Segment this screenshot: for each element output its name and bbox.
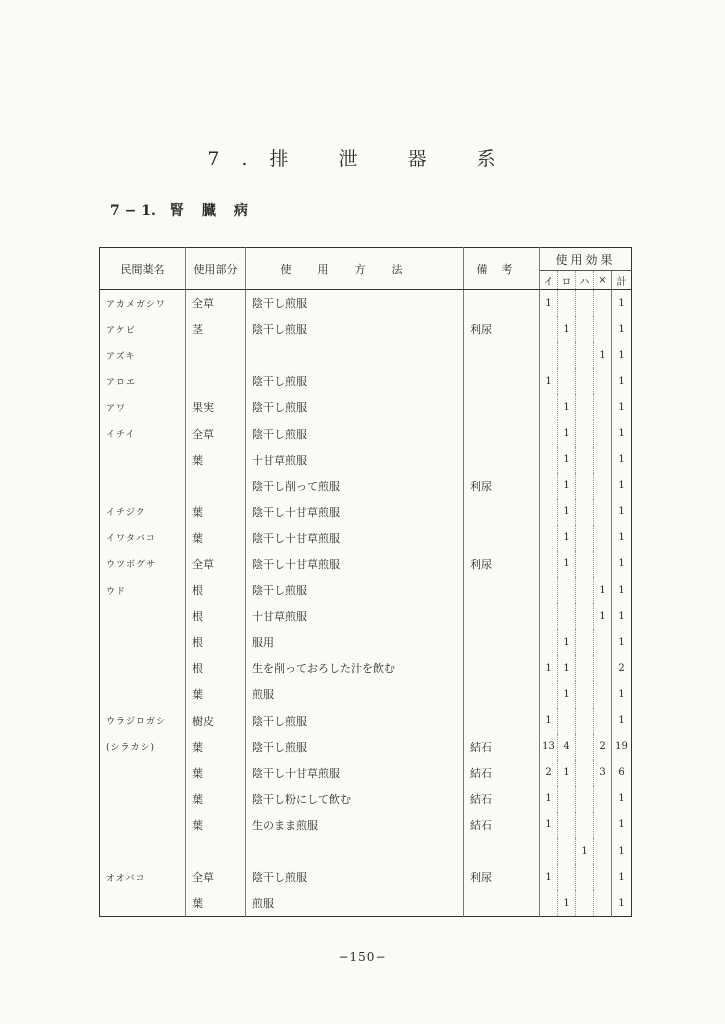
method-cell: 陰干し煎服: [246, 316, 464, 342]
effect-ro-cell: 1: [558, 760, 576, 786]
table-row: [100, 368, 632, 394]
note-cell: [464, 838, 540, 864]
part-cell: 根: [186, 655, 246, 681]
note-cell: [464, 342, 540, 368]
method-cell: 十甘草煎服: [246, 447, 464, 473]
table-row: [100, 838, 632, 864]
page-number: −150−: [338, 950, 387, 964]
part-cell: 全草: [186, 864, 246, 890]
effect-total-cell: 1: [618, 480, 625, 492]
method-cell: 煎服: [246, 890, 464, 917]
effect-ha-cell: [576, 342, 594, 368]
effect-ha-cell: [576, 734, 594, 760]
table-row: [100, 603, 632, 629]
table-row: [100, 655, 632, 681]
name-cell: [100, 603, 186, 629]
method-cell: 陰干し十甘草煎服: [246, 499, 464, 525]
effect-ha-cell: [576, 681, 594, 707]
name-cell: イワタバコ: [100, 525, 186, 551]
effect-total-cell: 1: [618, 506, 625, 518]
note-cell: [464, 420, 540, 446]
effect-total-cell: 1: [618, 715, 625, 727]
effect-x-cell: 1: [594, 342, 612, 368]
name-cell: イチイ: [100, 420, 186, 446]
note-cell: [464, 655, 540, 681]
effect-i-cell: [540, 447, 558, 473]
effect-ha-cell: [576, 290, 594, 317]
header-part: 使用部分: [186, 248, 246, 290]
method-cell: 陰干し煎服: [246, 734, 464, 760]
table-row: [100, 499, 632, 525]
effect-x-cell: [594, 890, 612, 917]
effect-x-cell: [594, 786, 612, 812]
name-cell: [100, 629, 186, 655]
chapter-number: 7.: [207, 148, 270, 170]
name-cell: イチジク: [100, 499, 186, 525]
note-cell: [464, 603, 540, 629]
effect-ha-cell: [576, 394, 594, 420]
effect-ha-cell: [576, 786, 594, 812]
note-cell: [464, 499, 540, 525]
note-cell: 利尿: [464, 551, 540, 577]
note-cell: 結石: [464, 734, 540, 760]
name-cell: [100, 655, 186, 681]
effect-ha-cell: [576, 551, 594, 577]
effect-x-cell: [594, 681, 612, 707]
effect-ha-cell: [576, 603, 594, 629]
method-cell: 陰干し煎服: [246, 420, 464, 446]
name-cell: [100, 812, 186, 838]
method-cell: 生を削っておろした汁を飲む: [246, 655, 464, 681]
effect-ro-cell: 1: [558, 499, 576, 525]
note-cell: 利尿: [464, 864, 540, 890]
effect-total-cell: 1: [618, 558, 625, 570]
note-cell: [464, 368, 540, 394]
note-cell: [464, 290, 540, 317]
table-row: [100, 447, 632, 473]
note-cell: [464, 708, 540, 734]
name-cell: アカメガシワ: [100, 290, 186, 317]
effect-ro-cell: [558, 864, 576, 890]
effect-ro-cell: [558, 368, 576, 394]
note-cell: 利尿: [464, 473, 540, 499]
effect-i-cell: 1: [540, 708, 558, 734]
table-row: [100, 760, 632, 786]
part-cell: 葉: [186, 499, 246, 525]
effect-i-cell: 1: [540, 812, 558, 838]
name-cell: [100, 447, 186, 473]
effect-i-cell: [540, 499, 558, 525]
effect-ro-cell: 1: [558, 420, 576, 446]
section-name: 腎臓病: [169, 203, 266, 219]
effect-total-cell: 1: [618, 819, 625, 831]
table-row: [100, 316, 632, 342]
effect-ha-cell: [576, 655, 594, 681]
header-effect-x: ×: [594, 271, 612, 290]
effect-i-cell: [540, 420, 558, 446]
effect-total-cell: 1: [618, 610, 625, 622]
part-cell: 根: [186, 577, 246, 603]
effect-total-cell: 1: [618, 375, 625, 387]
section-number: 7 − 1.: [110, 203, 156, 219]
name-cell: オオバコ: [100, 864, 186, 890]
name-cell: アロエ: [100, 368, 186, 394]
effect-ro-cell: 4: [558, 734, 576, 760]
effect-x-cell: [594, 316, 612, 342]
effect-i-cell: 1: [540, 786, 558, 812]
effect-x-cell: 2: [594, 734, 612, 760]
effect-i-cell: [540, 316, 558, 342]
effect-total-cell: 1: [618, 584, 625, 596]
part-cell: 茎: [186, 316, 246, 342]
part-cell: 葉: [186, 681, 246, 707]
effect-x-cell: [594, 551, 612, 577]
effect-ha-cell: [576, 316, 594, 342]
effect-ro-cell: [558, 708, 576, 734]
effect-total-cell: 1: [618, 793, 625, 805]
effect-x-cell: [594, 368, 612, 394]
name-cell: [100, 786, 186, 812]
effect-ha-cell: [576, 890, 594, 917]
part-cell: [186, 838, 246, 864]
method-cell: 陰干し煎服: [246, 394, 464, 420]
effect-total-cell: 1: [618, 532, 625, 544]
header-note: 備考: [464, 248, 540, 290]
method-cell: 陰干し削って煎服: [246, 473, 464, 499]
effect-total-cell: 1: [618, 297, 625, 309]
effect-total-cell: 1: [618, 401, 625, 413]
method-cell: 陰干し煎服: [246, 290, 464, 317]
effect-i-cell: [540, 525, 558, 551]
effect-ha-cell: [576, 499, 594, 525]
part-cell: [186, 342, 246, 368]
header-effect-i: イ: [540, 271, 558, 290]
effect-x-cell: [594, 473, 612, 499]
method-cell: [246, 342, 464, 368]
effect-ha-cell: [576, 708, 594, 734]
method-cell: 陰干し煎服: [246, 368, 464, 394]
name-cell: [100, 473, 186, 499]
effect-i-cell: [540, 603, 558, 629]
effect-ro-cell: [558, 342, 576, 368]
effect-ro-cell: 1: [558, 316, 576, 342]
method-cell: 陰干し粉にして飲む: [246, 786, 464, 812]
note-cell: [464, 681, 540, 707]
effect-total-cell: 1: [618, 688, 625, 700]
name-cell: [100, 890, 186, 917]
table-row: [100, 577, 632, 603]
effect-ro-cell: 1: [558, 655, 576, 681]
note-cell: [464, 447, 540, 473]
part-cell: [186, 368, 246, 394]
name-cell: (シラカシ): [100, 734, 186, 760]
part-cell: 葉: [186, 812, 246, 838]
effect-i-cell: 1: [540, 864, 558, 890]
part-cell: [186, 473, 246, 499]
effect-x-cell: [594, 447, 612, 473]
effect-x-cell: [594, 838, 612, 864]
effect-x-cell: [594, 655, 612, 681]
effect-i-cell: [540, 838, 558, 864]
note-cell: [464, 394, 540, 420]
name-cell: ウド: [100, 577, 186, 603]
method-cell: 服用: [246, 629, 464, 655]
effect-x-cell: 1: [594, 577, 612, 603]
effect-x-cell: [594, 394, 612, 420]
effect-x-cell: [594, 420, 612, 446]
part-cell: 樹皮: [186, 708, 246, 734]
part-cell: 葉: [186, 760, 246, 786]
part-cell: 葉: [186, 525, 246, 551]
effect-x-cell: [594, 525, 612, 551]
effect-i-cell: [540, 473, 558, 499]
note-cell: [464, 525, 540, 551]
note-cell: [464, 890, 540, 917]
effect-total-cell: 1: [618, 454, 625, 466]
method-cell: 十甘草煎服: [246, 603, 464, 629]
part-cell: 全草: [186, 420, 246, 446]
effect-x-cell: [594, 629, 612, 655]
header-method: 使用方法: [246, 248, 464, 290]
effect-ro-cell: [558, 577, 576, 603]
part-cell: 根: [186, 603, 246, 629]
effect-i-cell: 2: [540, 760, 558, 786]
table-row: [100, 342, 632, 368]
effect-total-cell: 6: [618, 767, 625, 779]
effect-ro-cell: [558, 812, 576, 838]
table-row: [100, 708, 632, 734]
effect-ro-cell: 1: [558, 629, 576, 655]
effect-total-cell: 1: [618, 428, 625, 440]
note-cell: 結石: [464, 812, 540, 838]
name-cell: [100, 681, 186, 707]
effect-ro-cell: 1: [558, 525, 576, 551]
effect-ro-cell: 1: [558, 890, 576, 917]
table-row: [100, 890, 632, 917]
method-cell: 陰干し十甘草煎服: [246, 760, 464, 786]
part-cell: 全草: [186, 290, 246, 317]
effect-x-cell: [594, 812, 612, 838]
note-cell: 利尿: [464, 316, 540, 342]
effect-ro-cell: 1: [558, 551, 576, 577]
method-cell: 煎服: [246, 681, 464, 707]
effect-ro-cell: [558, 603, 576, 629]
remedy-table: [99, 247, 632, 917]
effect-total-cell: 1: [618, 323, 625, 335]
header-effect-ro: ロ: [558, 271, 576, 290]
chapter-name: 排 泄 器 系: [269, 148, 518, 170]
effect-ro-cell: [558, 786, 576, 812]
effect-i-cell: [540, 890, 558, 917]
method-cell: 生のまま煎服: [246, 812, 464, 838]
effect-i-cell: [540, 394, 558, 420]
effect-ro-cell: [558, 290, 576, 317]
header-effect-total: 計: [612, 271, 632, 290]
name-cell: アワ: [100, 394, 186, 420]
chapter-title: [0, 144, 725, 171]
header-effect-ha: ハ: [576, 271, 594, 290]
effect-ha-cell: [576, 812, 594, 838]
effect-ro-cell: 1: [558, 681, 576, 707]
table-row: [100, 812, 632, 838]
part-cell: 葉: [186, 447, 246, 473]
table-row: [100, 551, 632, 577]
effect-i-cell: [540, 342, 558, 368]
effect-ha-cell: [576, 447, 594, 473]
effect-total-cell: 1: [618, 871, 625, 883]
method-cell: 陰干し煎服: [246, 864, 464, 890]
method-cell: 陰干し煎服: [246, 708, 464, 734]
effect-ha-cell: [576, 420, 594, 446]
effect-ha-cell: [576, 368, 594, 394]
method-cell: 陰干し十甘草煎服: [246, 525, 464, 551]
effect-ha-cell: [576, 629, 594, 655]
effect-i-cell: 1: [540, 655, 558, 681]
effect-total-cell: 19: [615, 741, 628, 753]
effect-ha-cell: [576, 473, 594, 499]
table-body: [100, 290, 632, 917]
part-cell: 全草: [186, 551, 246, 577]
effect-x-cell: 1: [594, 603, 612, 629]
name-cell: ウツボグサ: [100, 551, 186, 577]
section-title: [110, 200, 266, 220]
header-name: 民間薬名: [100, 248, 186, 290]
effect-x-cell: [594, 499, 612, 525]
method-cell: [246, 838, 464, 864]
table-row: [100, 290, 632, 317]
effect-total-cell: 2: [618, 662, 625, 674]
effect-ha-cell: 1: [576, 838, 594, 864]
header-effect: 使用効果: [540, 248, 632, 271]
part-cell: 根: [186, 629, 246, 655]
effect-ro-cell: 1: [558, 394, 576, 420]
effect-i-cell: 1: [540, 368, 558, 394]
effect-ha-cell: [576, 760, 594, 786]
part-cell: 葉: [186, 890, 246, 917]
note-cell: 結石: [464, 760, 540, 786]
effect-i-cell: [540, 629, 558, 655]
table-row: [100, 681, 632, 707]
name-cell: [100, 838, 186, 864]
effect-i-cell: [540, 577, 558, 603]
effect-i-cell: [540, 681, 558, 707]
name-cell: アズキ: [100, 342, 186, 368]
part-cell: 果実: [186, 394, 246, 420]
effect-ro-cell: 1: [558, 447, 576, 473]
table-row: [100, 394, 632, 420]
name-cell: アケビ: [100, 316, 186, 342]
effect-x-cell: [594, 708, 612, 734]
effect-ha-cell: [576, 525, 594, 551]
effect-ro-cell: [558, 838, 576, 864]
effect-ro-cell: 1: [558, 473, 576, 499]
effect-ha-cell: [576, 577, 594, 603]
table-row: [100, 420, 632, 446]
effect-i-cell: [540, 551, 558, 577]
part-cell: 葉: [186, 734, 246, 760]
effect-ha-cell: [576, 864, 594, 890]
effect-total-cell: 1: [618, 349, 625, 361]
effect-i-cell: 1: [540, 290, 558, 317]
effect-total-cell: 1: [618, 636, 625, 648]
method-cell: 陰干し煎服: [246, 577, 464, 603]
effect-i-cell: 13: [540, 734, 558, 760]
effect-x-cell: [594, 864, 612, 890]
table-row: [100, 525, 632, 551]
table-row: [100, 786, 632, 812]
table-row: [100, 734, 632, 760]
name-cell: [100, 760, 186, 786]
part-cell: 葉: [186, 786, 246, 812]
effect-total-cell: 1: [618, 897, 625, 909]
effect-x-cell: [594, 290, 612, 317]
name-cell: ウラジロガシ: [100, 708, 186, 734]
effect-x-cell: 3: [594, 760, 612, 786]
table-row: [100, 864, 632, 890]
table-row: [100, 473, 632, 499]
note-cell: 結石: [464, 786, 540, 812]
note-cell: [464, 629, 540, 655]
effect-total-cell: 1: [618, 845, 625, 857]
table-row: [100, 629, 632, 655]
method-cell: 陰干し十甘草煎服: [246, 551, 464, 577]
note-cell: [464, 577, 540, 603]
